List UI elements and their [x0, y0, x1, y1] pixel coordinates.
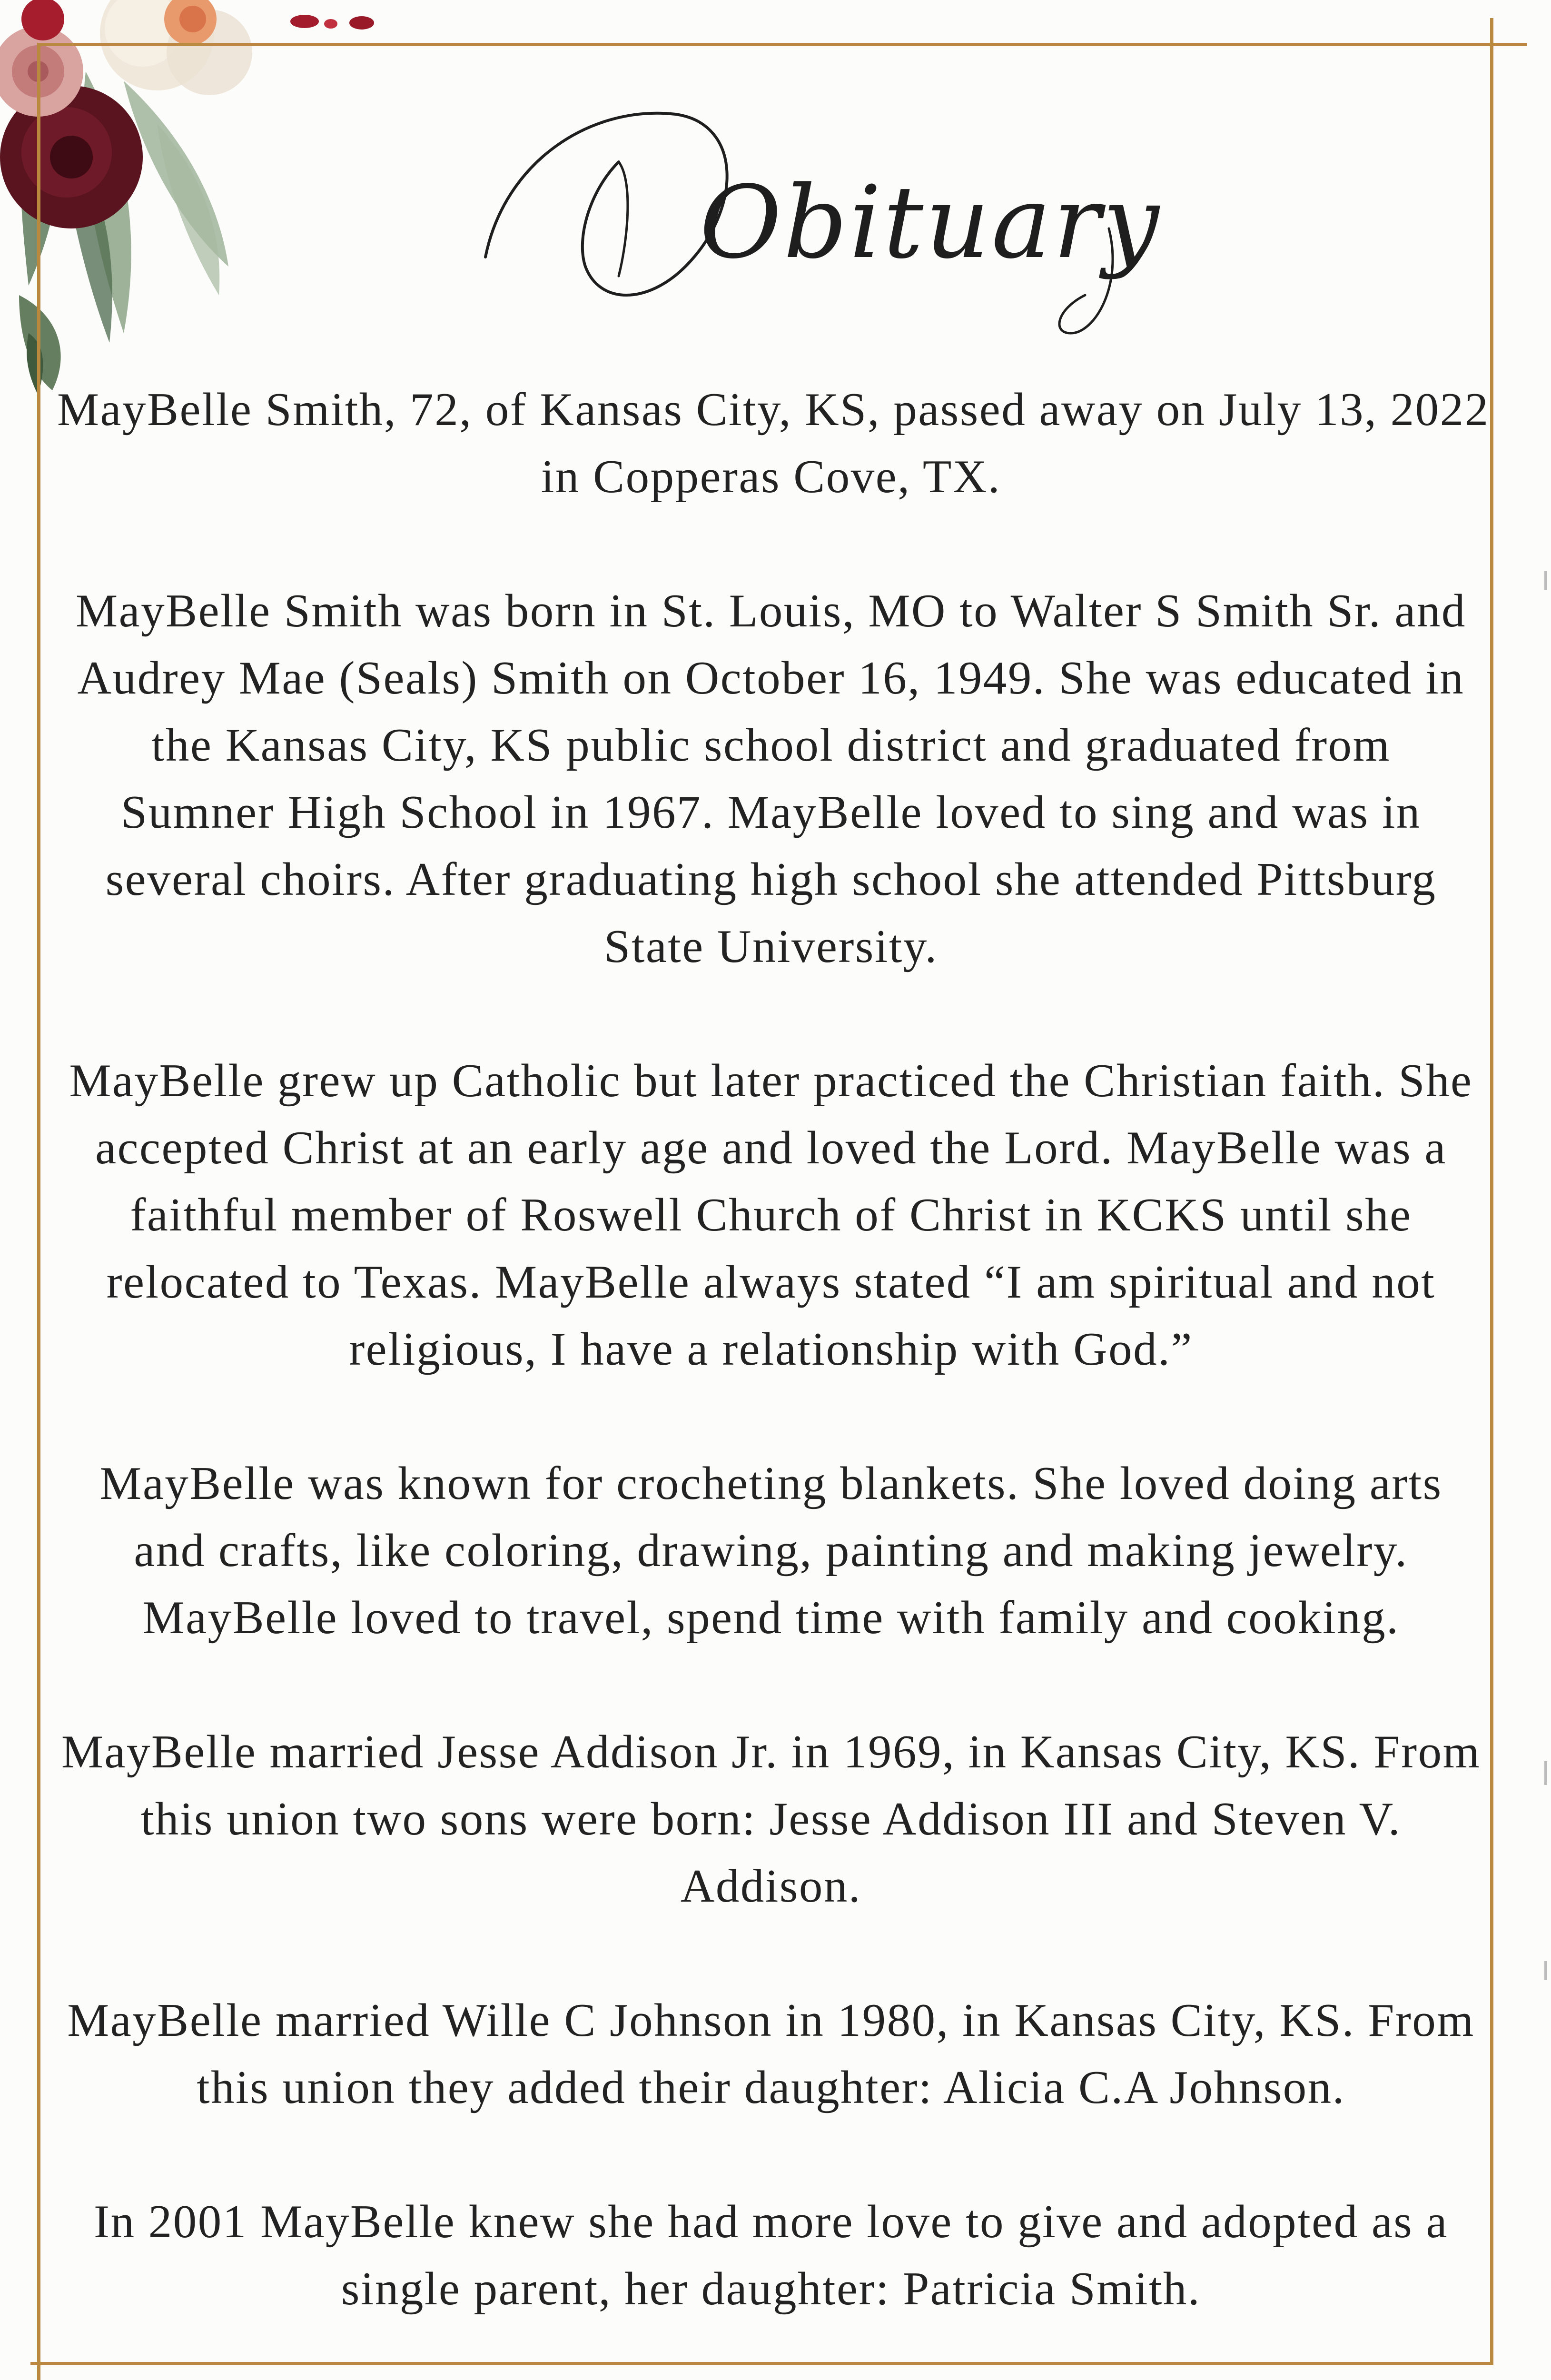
text-line: In 2001 MayBelle knew she had more love to give and adopted as a	[93, 2196, 1448, 2248]
text-line: MayBelle married Wille C Johnson in 1980, in Kansas City, KS. From	[67, 1994, 1475, 2046]
text-line: faithful member of Roswell Church of Christ in KCKS until she	[130, 1189, 1412, 1241]
text-line: Addison.	[680, 1860, 862, 1912]
frame-right-border	[1490, 18, 1493, 2365]
text-line: accepted Christ at an early age and loved the Lord. MayBelle was a	[95, 1122, 1447, 1174]
frame-left-border	[37, 43, 40, 2380]
title-text: Obituary	[700, 164, 1161, 281]
frame-top-border	[37, 43, 1527, 46]
scan-mark	[1544, 1761, 1547, 1785]
text-line: religious, I have a relationship with God.”	[349, 1323, 1193, 1375]
text-line: relocated to Texas. MayBelle always stated “I am spiritual and not	[106, 1256, 1436, 1308]
obituary-body	[57, 376, 1490, 2380]
text-line: MayBelle Smith, 72, of Kansas City, KS, passed away on July 13, 2022	[57, 384, 1490, 436]
scan-mark	[1544, 1961, 1547, 1980]
text-line: in Copperas Cove, TX.	[541, 451, 1001, 503]
text-line: several choirs. After graduating high school she attended Pittsburg	[105, 853, 1437, 905]
floral-corner-decoration	[0, 0, 295, 409]
text-line: MayBelle grew up Catholic but later practiced the Christian faith. She	[69, 1055, 1473, 1107]
text-line: MayBelle was known for crocheting blankets. She loved doing arts	[99, 1458, 1442, 1509]
paragraph-death-notice	[57, 376, 1490, 510]
paragraph-hobbies	[57, 1450, 1485, 1651]
text-line: and crafts, like coloring, drawing, painting and making jewelry.	[134, 1525, 1408, 1577]
text-line: this union two sons were born: Jesse Addison III and Steven V.	[140, 1793, 1402, 1845]
text-line: this union they added their daughter: Alicia C.A Johnson.	[197, 2062, 1345, 2113]
obituary-title	[476, 86, 1190, 352]
paragraph-early-life	[57, 577, 1485, 980]
text-line: MayBelle loved to travel, spend time with family and cooking.	[142, 1592, 1400, 1644]
red-blossoms-decoration	[286, 10, 381, 38]
text-line: MayBelle Smith was born in St. Louis, MO to Walter S Smith Sr. and	[76, 585, 1466, 637]
text-line: State University.	[604, 921, 938, 972]
text-line: the Kansas City, KS public school district and graduated from	[151, 719, 1391, 771]
paragraph-first-marriage	[57, 1718, 1485, 1920]
text-line: MayBelle married Jesse Addison Jr. in 1969, in Kansas City, KS. From	[61, 1726, 1481, 1778]
text-line: single parent, her daughter: Patricia Smith.	[341, 2263, 1201, 2315]
paragraph-second-marriage	[57, 1987, 1485, 2121]
text-line: Sumner High School in 1967. MayBelle loved to sing and was in	[121, 786, 1421, 838]
scan-mark	[1544, 571, 1547, 590]
text-line: Audrey Mae (Seals) Smith on October 16, 1949. She was educated in	[77, 652, 1465, 704]
paragraph-adoption	[57, 2188, 1485, 2322]
paragraph-faith	[57, 1047, 1485, 1383]
